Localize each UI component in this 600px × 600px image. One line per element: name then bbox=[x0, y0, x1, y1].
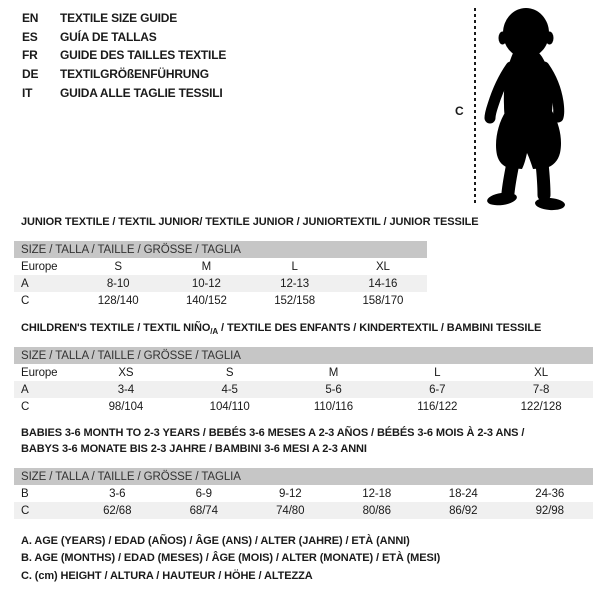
table-cell: 14-16 bbox=[368, 277, 398, 290]
section-title-babies-line2: BABYS 3-6 MONATE BIS 2-3 JAHRE / BAMBINI 3-6 MESI A 2-3 ANNI bbox=[21, 442, 367, 455]
table-cell: 86/92 bbox=[449, 504, 478, 517]
table-cell: XL bbox=[534, 366, 549, 379]
table-cell: M bbox=[328, 366, 339, 379]
table-cell: XS bbox=[118, 366, 134, 379]
table-row bbox=[14, 364, 593, 381]
row-label: C bbox=[21, 504, 30, 517]
language-code: EN bbox=[22, 11, 39, 26]
language-code: DE bbox=[22, 67, 39, 82]
table-cell: 152/158 bbox=[274, 294, 316, 307]
section-title-children-sub: /A bbox=[210, 327, 219, 337]
measure-legend bbox=[21, 533, 440, 585]
table-cell: 24-36 bbox=[535, 487, 565, 500]
table-cell: 10-12 bbox=[191, 277, 221, 290]
table-cell: 128/140 bbox=[97, 294, 139, 307]
language-code: FR bbox=[22, 48, 38, 63]
row-label: B bbox=[21, 487, 29, 500]
row-label: C bbox=[21, 294, 30, 307]
table-row bbox=[14, 258, 427, 275]
language-row-fr bbox=[22, 46, 226, 65]
babies-size-table bbox=[14, 468, 593, 519]
table-cell: 140/152 bbox=[185, 294, 227, 307]
language-label: TEXTILGRÖßENFÜHRUNG bbox=[60, 67, 209, 82]
table-cell: 8-10 bbox=[106, 277, 130, 290]
row-label: A bbox=[21, 277, 29, 290]
table-cell: 98/104 bbox=[108, 400, 144, 413]
table-row bbox=[14, 398, 593, 415]
table-row bbox=[14, 381, 593, 398]
language-row-es bbox=[22, 28, 226, 47]
language-header bbox=[22, 9, 226, 102]
section-title-babies bbox=[21, 426, 524, 457]
size-header-bar: SIZE / TALLA / TAILLE / GRÖSSE / TAGLIA bbox=[14, 468, 593, 485]
table-cell: 4-5 bbox=[221, 383, 238, 396]
size-header-bar: SIZE / TALLA / TAILLE / GRÖSSE / TAGLIA bbox=[14, 347, 593, 364]
table-cell: 80/86 bbox=[362, 504, 391, 517]
table-cell: 110/116 bbox=[313, 400, 354, 413]
table-cell: XL bbox=[375, 260, 390, 273]
row-label: Europe bbox=[21, 366, 58, 379]
table-cell: S bbox=[114, 260, 122, 273]
legend-line-c: C. (cm) HEIGHT / ALTURA / HAUTEUR / HÖHE / ALTEZZA bbox=[21, 569, 313, 582]
section-title-children-post: / TEXTILE DES ENFANTS / KINDERTEXTIL / BAMBINI TESSILE bbox=[218, 322, 542, 334]
table-cell: 6-9 bbox=[195, 487, 212, 500]
row-label: Europe bbox=[21, 260, 58, 273]
table-cell: 3-4 bbox=[117, 383, 135, 396]
row-label: A bbox=[21, 383, 29, 396]
table-cell: 92/98 bbox=[535, 504, 564, 517]
table-row bbox=[14, 485, 593, 502]
table-cell: 116/122 bbox=[417, 400, 458, 413]
junior-size-table bbox=[14, 241, 427, 309]
language-row-de bbox=[22, 65, 226, 84]
language-label: GUIDE DES TAILLES TEXTILE bbox=[60, 48, 227, 63]
row-label: C bbox=[21, 400, 30, 413]
language-label: GUÍA DE TALLAS bbox=[60, 29, 157, 44]
table-cell: 18-24 bbox=[448, 487, 478, 500]
table-row bbox=[14, 502, 593, 519]
table-cell: 158/170 bbox=[362, 294, 404, 307]
table-cell: M bbox=[201, 260, 212, 273]
table-cell: 12-13 bbox=[280, 277, 310, 290]
table-cell: S bbox=[225, 366, 234, 379]
table-cell: 7-8 bbox=[532, 383, 550, 396]
language-label: TEXTILE SIZE GUIDE bbox=[60, 11, 178, 26]
table-cell: 104/110 bbox=[209, 400, 250, 413]
language-label: GUIDA ALLE TAGLIE TESSILI bbox=[60, 85, 223, 100]
table-cell: 9-12 bbox=[278, 487, 302, 500]
height-measure-label: C bbox=[455, 104, 464, 118]
legend-line-a: A. AGE (YEARS) / EDAD (AÑOS) / ÂGE (ANS) / ALTER (JAHRE) / ETÀ (ANNI) bbox=[21, 535, 410, 547]
size-header-bar: SIZE / TALLA / TAILLE / GRÖSSE / TAGLIA bbox=[14, 241, 427, 258]
section-title-children bbox=[21, 321, 541, 340]
children-size-table bbox=[14, 347, 593, 415]
table-cell: 5-6 bbox=[325, 383, 342, 396]
table-cell: 12-18 bbox=[362, 487, 392, 500]
table-row bbox=[14, 292, 427, 309]
section-title-children-pre: CHILDREN'S TEXTILE / TEXTIL NIÑO bbox=[21, 322, 211, 334]
table-row bbox=[14, 275, 427, 292]
toddler-silhouette-icon bbox=[480, 5, 595, 212]
language-code: ES bbox=[22, 29, 38, 44]
language-row-en bbox=[22, 9, 226, 28]
table-cell: 122/128 bbox=[520, 400, 562, 413]
table-cell: L bbox=[291, 260, 298, 273]
table-cell: 74/80 bbox=[276, 504, 305, 517]
legend-line-b: B. AGE (MONTHS) / EDAD (MESES) / ÂGE (MOIS) / ALTER (MONATE) / ETÀ (MESI) bbox=[21, 552, 441, 565]
height-measure-dashed-line bbox=[474, 8, 476, 205]
table-cell: 68/74 bbox=[189, 504, 218, 517]
section-title-babies-line1: BABIES 3-6 MONTH TO 2-3 YEARS / BEBÉS 3-6 MESES A 2-3 AÑOS / BÉBÉS 3-6 MOIS À 2-3 ANS / bbox=[21, 427, 525, 439]
language-code: IT bbox=[22, 85, 33, 100]
table-cell: 6-7 bbox=[429, 383, 446, 396]
section-title-junior: JUNIOR TEXTILE / TEXTIL JUNIOR/ TEXTILE JUNIOR / JUNIORTEXTIL / JUNIOR TESSILE bbox=[21, 216, 479, 228]
table-cell: L bbox=[434, 366, 441, 379]
table-cell: 3-6 bbox=[109, 487, 126, 500]
language-row-it bbox=[22, 83, 226, 102]
table-cell: 62/68 bbox=[103, 504, 132, 517]
